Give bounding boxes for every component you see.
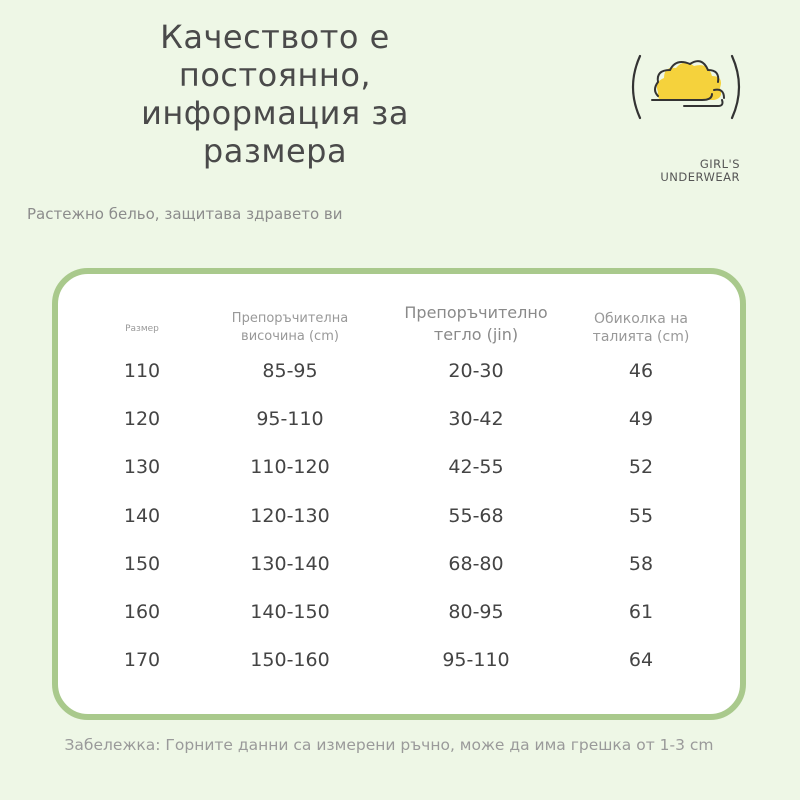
size-cell: 160 [123,601,161,623]
brand-label [640,158,740,184]
size-cell: 120 [123,408,161,431]
header-line: Препоръчително [404,303,548,322]
header-waist [593,310,690,346]
page-subtitle: Растежно бельо, защитава здравето ви [27,205,343,223]
weight-cell: 42-55 [448,456,504,479]
waist-cell: 64 [628,649,654,672]
size-cell: 170 [123,649,161,672]
waist-cell: 55 [628,504,654,527]
title-line: информация за [141,94,409,132]
waist-cell: 58 [628,552,654,575]
size-cell: 110 [123,360,161,382]
waist-cell: 46 [628,360,654,382]
header-line: Обиколка на [594,311,688,327]
header-line: тегло (jin) [433,325,519,344]
weight-cell: 95-110 [442,649,510,672]
brand-line: GIRL'S [699,157,740,171]
header-height [232,310,348,346]
header-line: височина (cm) [241,329,339,344]
weight-cell: 30-42 [448,408,504,431]
weight-cell: 20-30 [448,360,504,382]
height-cell: 120-130 [250,504,330,527]
size-table-card [52,268,746,720]
size-cell: 140 [123,504,161,527]
waist-cell: 61 [628,601,654,623]
brand-line: UNDERWEAR [660,170,740,184]
weight-cell: 80-95 [448,601,504,623]
title-line: Качеството е [160,18,390,56]
title-line: постоянно, [178,56,372,94]
height-cell: 95-110 [256,408,324,431]
header-size [125,320,159,338]
header-line: Размер [125,324,159,334]
size-cell: 150 [123,552,161,575]
height-cell: 140-150 [250,601,330,623]
weight-cell: 68-80 [448,552,504,575]
waist-cell: 49 [628,408,654,431]
height-cell: 130-140 [250,552,330,575]
weight-cell: 55-68 [448,504,504,527]
title-line: размера [202,132,348,170]
header-line: Препоръчителна [231,311,349,326]
size-cell: 130 [123,456,161,479]
height-cell: 150-160 [250,649,330,672]
height-cell: 110-120 [250,456,330,479]
page-title [100,18,450,170]
height-cell: 85-95 [262,360,318,382]
footnote: Забележка: Горните данни са измерени ръчно, може да има грешка от 1-3 cm [64,736,714,754]
cloud-in-parentheses-icon [628,52,744,122]
header-weight [404,302,547,346]
header-line: талията (cm) [592,329,690,345]
waist-cell: 52 [628,456,654,479]
